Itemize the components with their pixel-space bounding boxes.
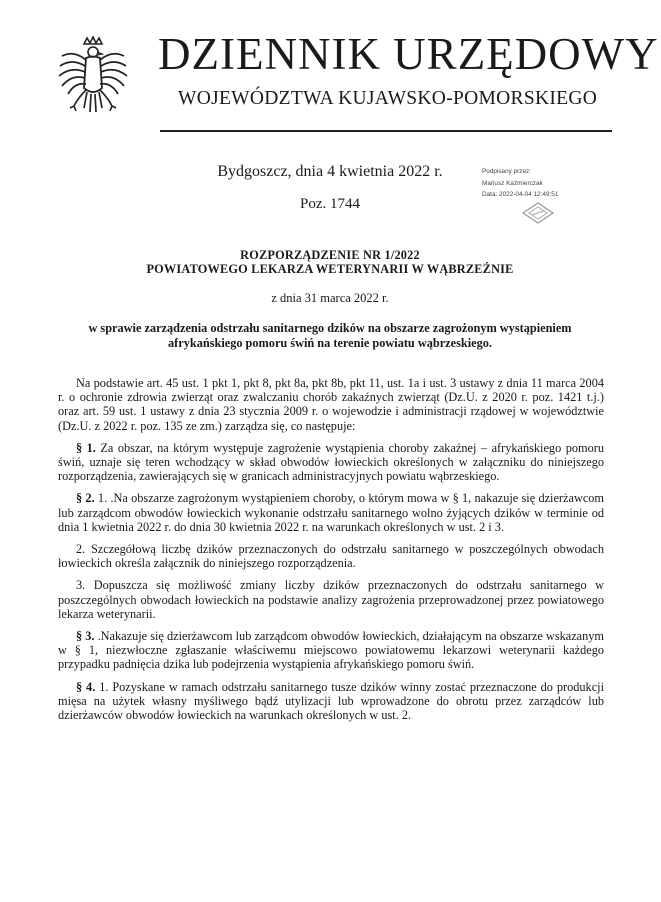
section-mark: § 4. xyxy=(76,679,96,694)
journal-title: DZIENNIK URZĘDOWY xyxy=(158,29,659,79)
subsection-paragraph: 2. Szczegółową liczbę dzików przeznaczonych do odstrzału sanitarnego w poszczególnych obwodach łowieckich określa załącznik do niniejszego rozporządzenia. xyxy=(58,542,604,571)
place-date: Bydgoszcz, dnia 4 kwietnia 2022 r. xyxy=(217,163,443,180)
digital-signature xyxy=(482,166,592,201)
section-mark: § 1. xyxy=(76,440,96,455)
signature-date: Data: 2022-04-04 12:49:51 xyxy=(482,191,559,198)
preamble-paragraph: Na podstawie art. 45 ust. 1 pkt 1, pkt 8, pkt 8a, pkt 8b, pkt 11, ust. 1a i ust. 3 ustawy z dnia 11 marca 2004 r. o ochronie zdrowia zwierząt oraz zwalczaniu chorób zakaźnych zwierząt (Dz.U. z 2020 r. poz. 1421 t.j.) oraz art. 59 ust. 1 ustawy z dnia 23 stycznia 2009 r. o wojewodzie i administracji rządowej w województwie (Dz.U. z 2022 r. poz. 135 ze zm.) zarządza się, co następuje: xyxy=(58,376,604,433)
act-heading: ROZPORZĄDZENIE NR 1/2022 xyxy=(240,248,420,262)
signature-signer: Mariusz Kaźmierczak xyxy=(482,179,543,187)
act-issuer: POWIATOWEGO LEKARZA WETERYNARII W WĄBRZEŹNIE xyxy=(146,262,514,276)
subsection-paragraph: 3. Dopuszcza się możliwość zmiany liczby dzików przeznaczonych do odstrzału sanitarnego w poszczególnych obwodach łowieckich na podstawie analizy zagrożenia przeprowadzonej przez powiatowego lekarza weterynarii. xyxy=(58,578,604,621)
signature-label: Podpisany przez: xyxy=(482,168,532,175)
polish-eagle-icon xyxy=(56,36,130,126)
section-paragraph: § 4. 1. Pozyskane w ramach odstrzału sanitarnego tusze dzików winny zostać przeznaczone do produkcji mięsa na użytek własny myśliwego bądź utylizacji lub wprowadzone do obrotu przez zarządców lub dzierżawców obwodów łowieckich na warunkach określonych w ust. 2. xyxy=(58,679,604,723)
position-number: Poz. 1744 xyxy=(300,196,360,212)
section-paragraph: § 1. Za obszar, na którym występuje zagrożenie wystąpienia choroby zakaźnej – afrykańskiego pomoru świń, uznaje się teren wchodzący w skład obwodów łowieckich określonych w załączniku do niniejszego rozporządzenia, zawierających się w granicach administracyjnych powiatu wąbrzeskiego. xyxy=(58,440,604,484)
act-body xyxy=(58,376,604,730)
act-subject: w sprawie zarządzenia odstrzału sanitarnego dzików na obszarze zagrożonym wystąpieniem afrykańskiego pomoru świń na terenie powiatu wąbrzeskiego. xyxy=(88,321,572,350)
header-divider xyxy=(160,130,612,132)
journal-subtitle: WOJEWÓDZTWA KUJAWSKO-POMORSKIEGO xyxy=(178,88,598,109)
section-paragraph: § 2. 1. .Na obszarze zagrożonym wystąpieniem choroby, o którym mowa w § 1, nakazuje się dzierżawcom lub zarządcom obwodów łowieckich wykonanie odstrzału sanitarnego wolno żyjących dzików w terminie od dnia 1 kwietnia 2022 r. do dnia 30 kwietnia 2022 r. na warunkach określonych w ust. 2 i 3. xyxy=(58,491,604,534)
section-mark: § 2. xyxy=(76,491,95,506)
act-date: z dnia 31 marca 2022 r. xyxy=(271,291,389,305)
section-mark: § 3. xyxy=(76,629,95,644)
section-paragraph: § 3. .Nakazuje się dzierżawcom lub zarządcom obwodów łowieckich, działającym na obszarze wskazanym w § 1, niezwłoczne zgłaszanie właściwemu miejscowo powiatowemu lekarzowi weterynarii każdego przypadku padnięcia dzika lub podejrzenia wystąpienia afrykańskiego pomoru świń. xyxy=(58,629,604,672)
signature-seal-icon xyxy=(520,200,556,226)
